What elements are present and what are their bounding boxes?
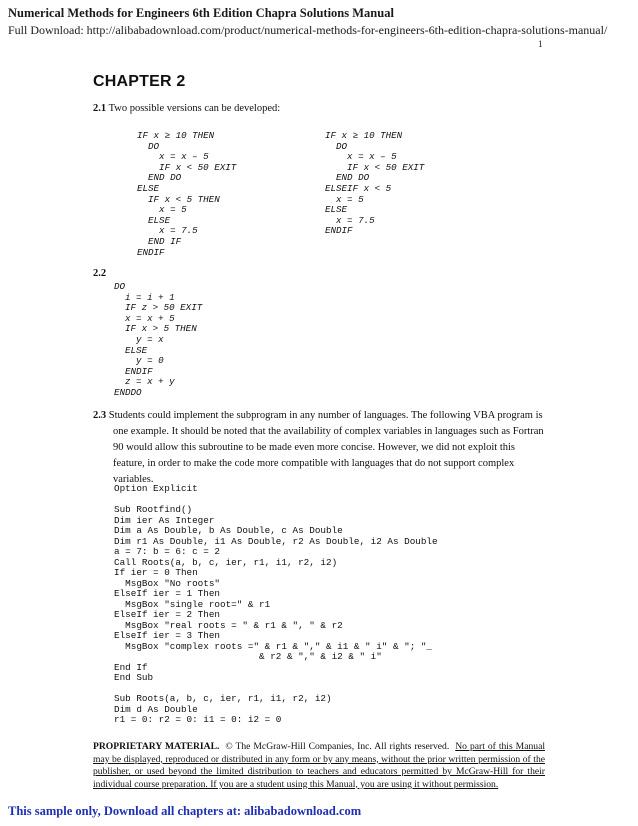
problem-2-2 [93,266,106,282]
code-block-2-1-nested: IF x ≥ 10 THEN DO x = x – 5 IF x < 50 EXIT END DO ELSE IF x < 5 THEN x = 5 ELSE x = 7.5 END IF ENDIF [137,130,237,258]
download-line [8,23,607,38]
problem-number: 2.1 [93,103,107,114]
download-label: Full Download: [8,23,84,37]
problem-2-3 [93,408,545,488]
proprietary-label: PROPRIETARY MATERIAL. [93,741,220,752]
copyright-text: © The McGraw-Hill Companies, Inc. All rights reserved. [225,741,450,752]
proprietary-notice [93,741,545,791]
problem-number: 2.2 [93,268,107,279]
download-all-link[interactable]: This sample only, Download all chapters at: alibabadownload.com [8,804,362,818]
problem-text: Students could implement the subprogram in any number of languages. The following VBA program is one example. It should be noted that the availability of complex variables in languages such as Fortran 90 would allow this subroutine to be made even more concise. However, we did not exploit this feature, in order to make the code more compatible with languages that do not support complex variables. [108,410,544,485]
chapter-title: CHAPTER 2 [93,73,186,90]
problem-number: 2.3 [93,410,107,421]
page-number: 1 [538,39,543,49]
problem-paragraph [93,408,545,488]
code-block-2-2: DO i = i + 1 IF z > 50 EXIT x = x + 5 IF x > 5 THEN y = x ELSE y = 0 ENDIF z = x + y ENDDO [114,281,203,398]
problem-2-1 [93,101,280,117]
problem-text: Two possible versions can be developed: [108,103,281,114]
document-header-title: Numerical Methods for Engineers 6th Edition Chapra Solutions Manual [8,6,394,20]
code-block-2-1-elseif: IF x ≥ 10 THEN DO x = x – 5 IF x < 50 EXIT END DO ELSEIF x < 5 x = 5 ELSE x = 7.5 ENDIF [325,130,425,237]
download-link[interactable]: http://alibabadownload.com/product/numerical-methods-for-engineers-6th-edition-chapra-solutions-manual/ [86,23,608,37]
code-block-vba: Option Explicit Sub Rootfind() Dim ier As Integer Dim a As Double, b As Double, c As Double Dim r1 As Double, i1 As Double, r2 As Double, i2 As Double a = 7: b = 6: c = 2 Call Roots(a, b, c, ier, r1, i1, r2, i2) If ier = 0 Then MsgBox "No roots" ElseIf ier = 1 Then MsgBox "single root=" & r1 ElseIf ier = 2 Then MsgBox "real roots = " & r1 & ", " & r2 ElseIf ier = 3 Then MsgBox "complex roots =" & r1 & "," & i1 & " i" & "; "_ & r2 & "," & i2 & " i" End If End Sub Sub Roots(a, b, c, ier, r1, i1, r2, i2) Dim d As Double r1 = 0: r2 = 0: i1 = 0: i2 = 0 [114,483,438,725]
restriction-text: No part of this Manual may be displayed, reproduced or distributed in any form or by any means, without the prior written permission of the publisher, or used beyond the limited distribution to teachers and educators permitted by McGraw-Hill for their individual course preparation. If you are a student using this Manual, you are using it without permission. [93,741,545,790]
